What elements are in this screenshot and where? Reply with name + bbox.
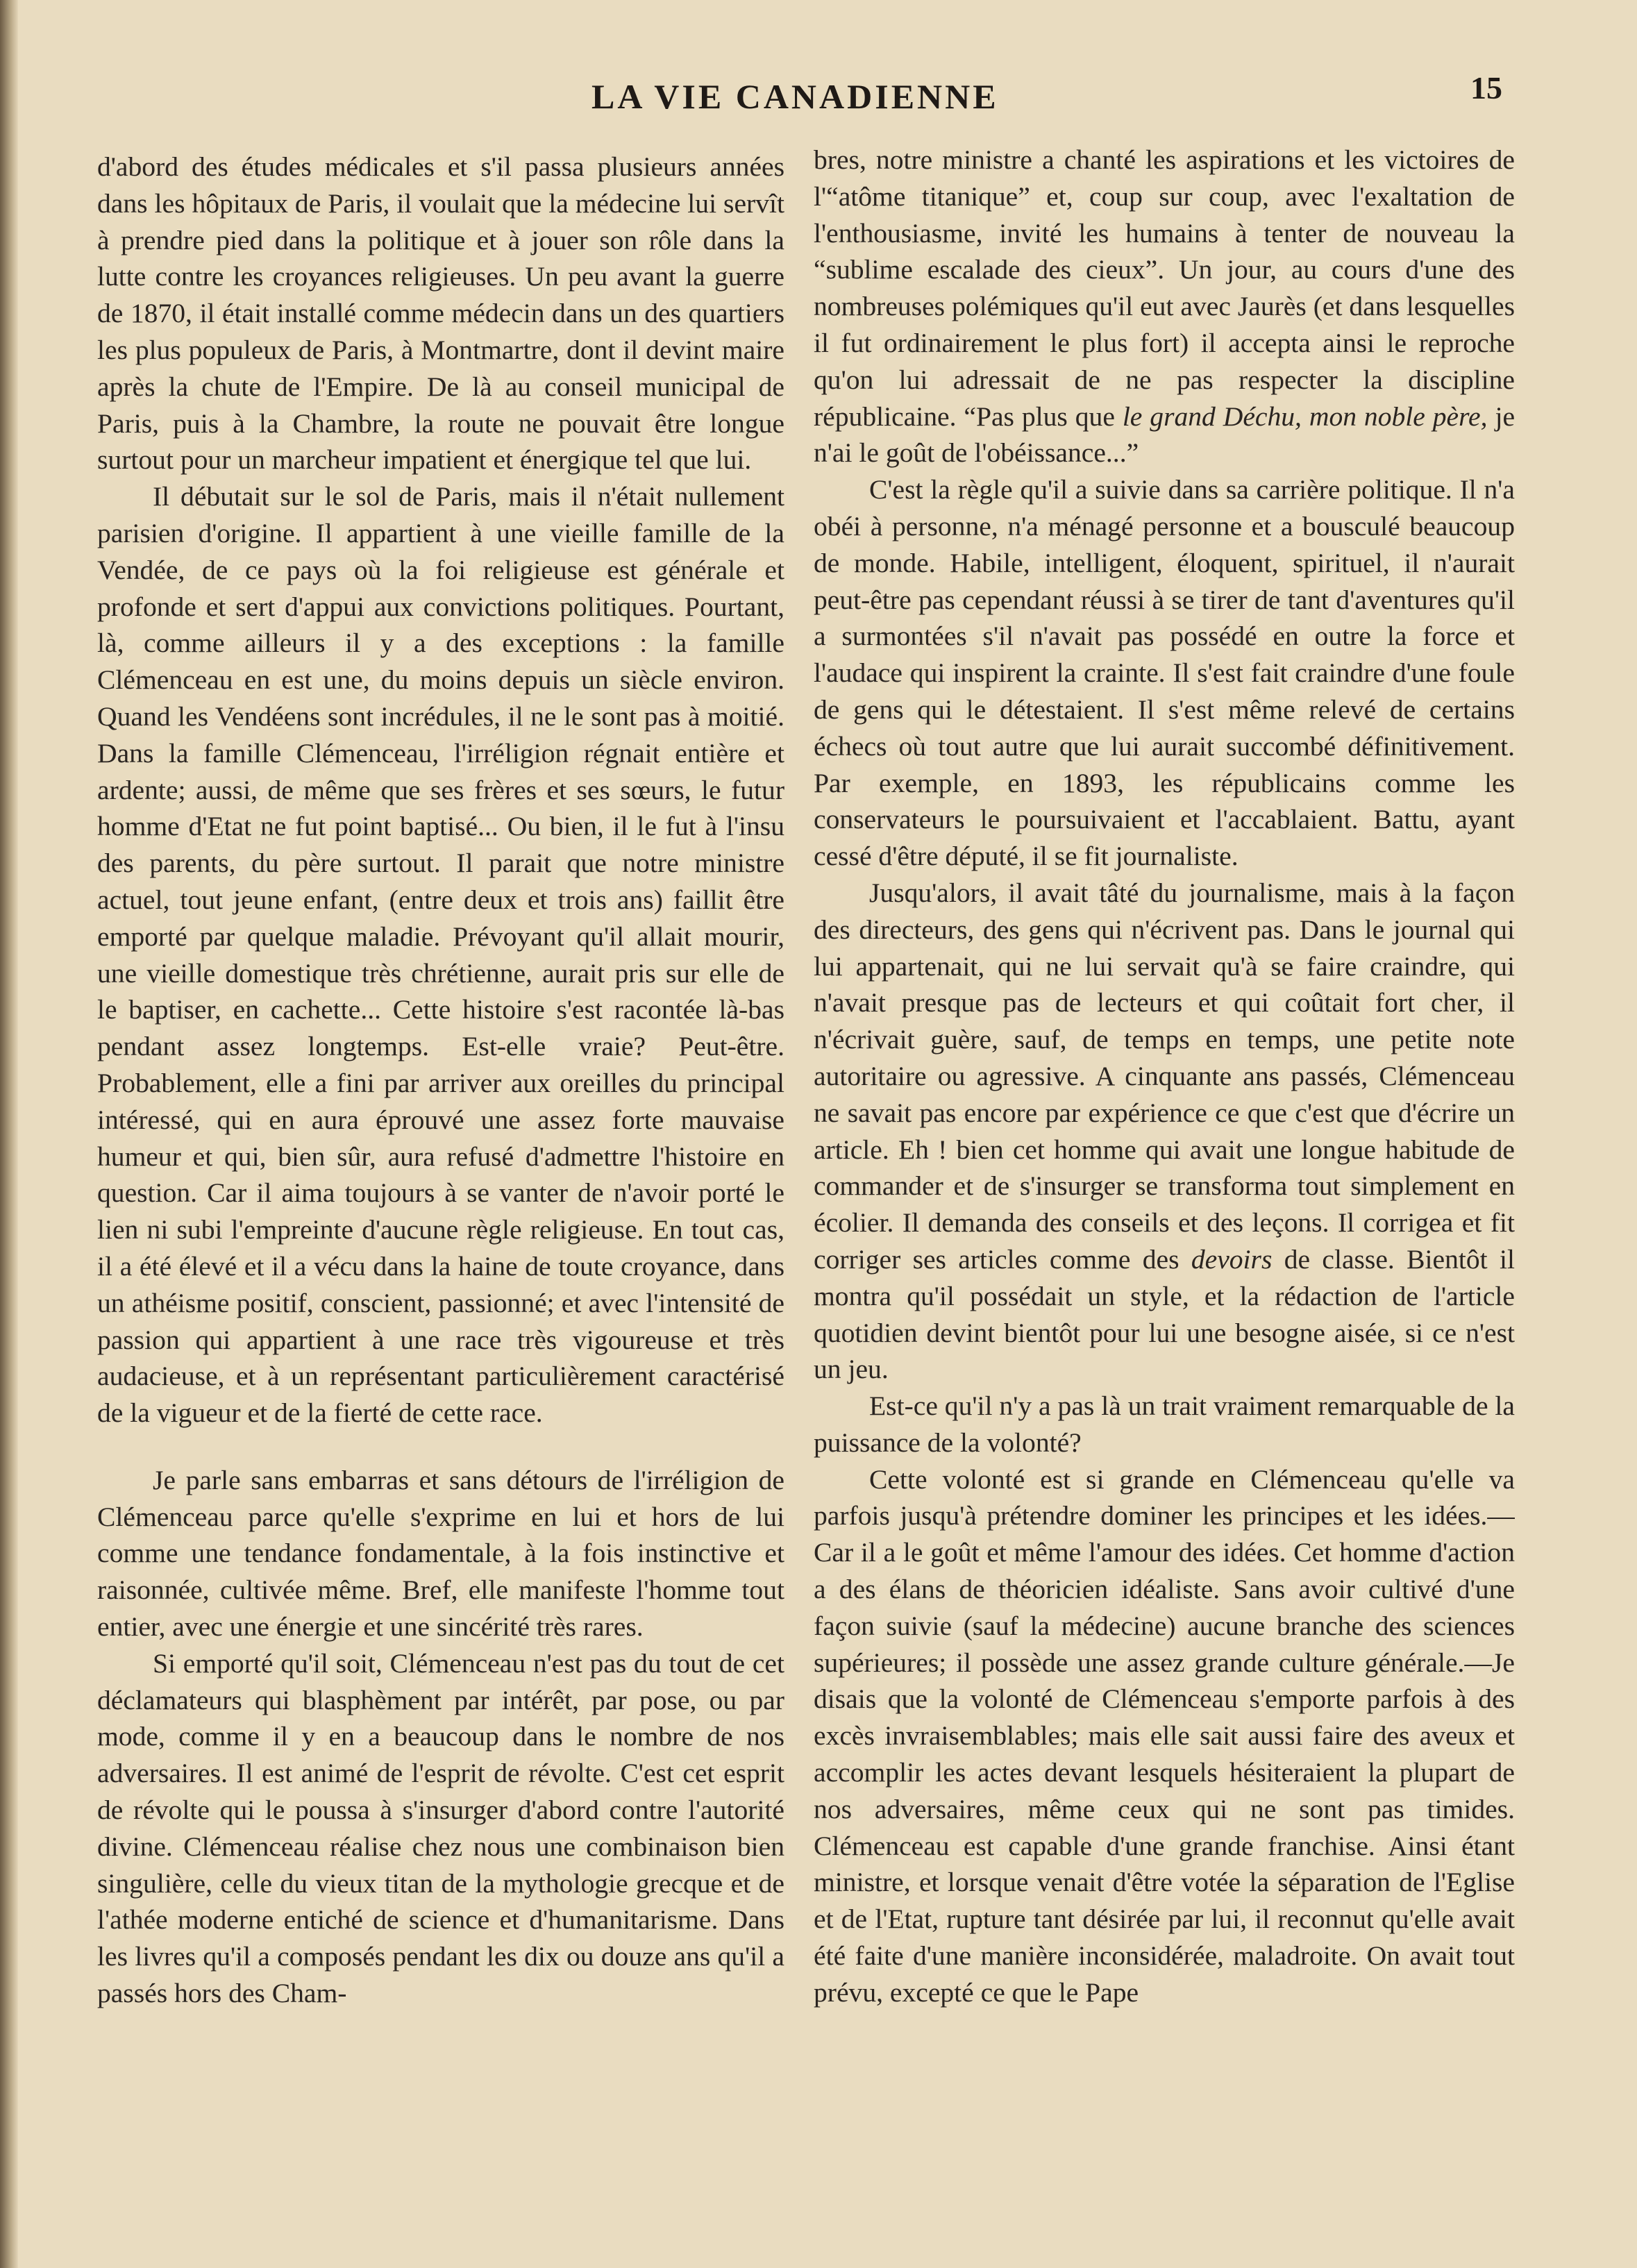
right-column xyxy=(814,142,1515,2210)
paragraph-text: Jusqu'alors, il avait tâté du journalisme, mais à la façon des directeurs, des gens qui n'écrivent pas. Dans le journal qui lui appartenait, qui ne lui servait qu'à se faire craindre, qui n'avait presque pas de lecteurs et qui coûtait fort cher, il n'écrivait guère, sauf, de temps en temps, une petite note autoritaire ou agressive. A cinquante ans passés, Clémenceau ne savait pas encore par expérience ce que c'est que d'écrire un article. Eh ! bien cet homme qui avait une longue habitude de commander et de s'insurger se transforma tout simplement en écolier. Il demanda des conseils et des leçons. Il corrigea et fit corriger ses articles comme des xyxy=(814,877,1515,1275)
paragraph-text: bres, notre ministre a chanté les aspirations et les victoires de l'“atôme titanique” et, coup sur coup, avec l'exaltation de l'enthousiasme, invité les humains à tenter de nouveau la “sublime escalade des cieux”. Un jour, au cours d'une des nombreuses polémiques qu'il eut avec Jaurès (et dans lesquelles il fut ordinairement le plus fort) il accepta ainsi le reproche qu'on lui adressait de ne pas respecter la discipline républicaine. “Pas plus que xyxy=(814,144,1515,432)
italic-quote: le grand Déchu, mon noble père, xyxy=(1122,401,1488,432)
paragraph: Est-ce qu'il n'y a pas là un trait vraiment remarquable de la puissance de la volonté? xyxy=(814,1391,1515,1458)
paragraph: Je parle sans embarras et sans détours de l'irréligion de Clémenceau parce qu'elle s'exprime en lui et hors de lui comme une tendance fondamentale, à la fois instinctive et raisonnée, cultivée même. Bref, elle manifeste l'homme tout entier, avec une énergie et une sincérité très rares. xyxy=(97,1464,784,1643)
paragraph xyxy=(814,875,1515,1388)
running-title: LA VIE CANADIENNE xyxy=(591,77,999,116)
paragraph xyxy=(814,142,1515,471)
book-spine-shadow xyxy=(0,0,18,2268)
paragraph: Si emporté qu'il soit, Clémenceau n'est pas du tout de cet déclamateurs qui blasphèment par intérêt, par pose, ou par mode, comme il y en a beaucoup dans le nombre de nos adversaires. Il est animé de l'esprit de révolte. C'est cet esprit de révolte qui le poussa à s'insurger d'abord contre l'autorité divine. Clémenceau réalise chez nous une combinaison bien singulière, celle du vieux titan de la mythologie grecque et de l'athée moderne entiché de science et d'humanitarisme. Dans les livres qu'il a composés pendant les dix ou douze ans qu'il a passés hors des Cham- xyxy=(97,1647,784,2009)
paragraph: C'est la règle qu'il a suivie dans sa carrière politique. Il n'a obéi à personne, n'a ménagé personne et a bousculé beaucoup de monde. Habile, intelligent, éloquent, spirituel, il n'aurait peut-être pas cependant réussi à se tirer de tant d'aventures qu'il a surmontées s'il n'avait pas possédé en outre la force et l'audace qui inspirent la crainte. Il s'est fait craindre d'une foule de gens qui le détestaient. Il s'est même relevé de certains échecs où tout autre que lui aurait succombé définitivement. Par exemple, en 1893, les républicains comme les conservateurs le poursuivaient et l'accablaient. Battu, ayant cessé d'être député, il se fit journaliste. xyxy=(814,474,1515,872)
italic-word: devoirs xyxy=(1191,1243,1273,1275)
paragraph: Cette volonté est si grande en Clémenceau qu'elle va parfois jusqu'à prétendre dominer les principes et les idées.—Car il a le goût et même l'amour des idées. Cet homme d'action a des élans de théoricien idéaliste. Sans avoir cultivé d'une façon suivie (sauf la médecine) aucune branche des sciences supérieures; il possède une assez grande culture générale.—Je disais que la volonté de Clémenceau s'emporte parfois à des excès invraisemblables; mais elle sait aussi faire des aveux et accomplir les actes devant lesquels hésiteraient la plupart de nos adversaires, même ceux qui ne sont pas timides. Clémenceau est capable d'une grande franchise. Ainsi étant ministre, et lorsque venait d'être votée la séparation de l'Eglise et de l'Etat, rupture tant désirée par lui, il reconnut qu'elle avait été faite d'une manière inconsidérée, maladroite. On avait tout prévu, excepté ce que le Pape xyxy=(814,1463,1515,2008)
left-column xyxy=(97,149,784,2217)
paragraph-text: je n'ai le goût de l'obéissance...” xyxy=(814,401,1515,469)
page-header xyxy=(0,69,1637,125)
paragraph: d'abord des études médicales et s'il passa plusieurs années dans les hôpitaux de Paris, il voulait que la médecine lui servît à prendre pied dans la politique et à jouer son rôle dans la lutte contre les croyances religieuses. Un peu avant la guerre de 1870, il était installé comme médecin dans un des quartiers les plus populeux de Paris, à Montmartre, dont il devint maire après la chute de l'Empire. De là au conseil municipal de Paris, puis à la Chambre, la route ne pouvait être longue surtout pour un marcheur impatient et énergique tel que lui. xyxy=(97,151,784,476)
paragraph: Il débutait sur le sol de Paris, mais il n'était nullement parisien d'origine. Il appartient à une vieille famille de la Vendée, de ce pays où la foi religieuse est générale et profonde et sert d'appui aux convictions politiques. Pourtant, là, comme ailleurs il y a des exceptions : la famille Clémenceau en est une, du moins depuis un siècle environ. Quand les Vendéens sont incrédules, il ne le sont pas à moitié. Dans la famille Clémenceau, l'irréligion régnait entière et ardente; aussi, de même que ses frères et ses sœurs, le futur homme d'Etat ne fut point baptisé... Ou bien, il le fut à l'insu des parents, du père surtout. Il parait que notre ministre actuel, tout jeune enfant, (entre deux et trois ans) faillit être emporté par quelque maladie. Prévoyant qu'il allait mourir, une vieille domestique très chrétienne, aurait pris sur elle de le baptiser, en cachette... Cette histoire s'est racontée là-bas pendant assez longtemps. Est-elle vraie? Peut-être. Probablement, elle a fini par arriver aux oreilles du principal intéressé, qui en aura éprouvé une assez forte mauvaise humeur et qui, bien sûr, aura refusé d'admettre l'histoire en question. Car il aima toujours à se vanter de n'avoir porté le lien ni subi l'empreinte d'aucune règle religieuse. En tout cas, il a été élevé et il a vécu dans la haine de toute croyance, dans un athéisme positif, conscient, passionné; et avec l'intensité de passion qui appartient à une race très vigoureuse et très audacieuse, et à un représentant particulièrement caractérisé de la vigueur et de la fierté de cette race. xyxy=(97,481,784,1429)
page-number: 15 xyxy=(1470,70,1502,106)
paragraph-text: de classe. Bientôt il montra qu'il possédait un style, et la rédaction de l'article quotidien devint bientôt pour lui une besogne aisée, si ce n'est un jeu. xyxy=(814,1243,1515,1385)
